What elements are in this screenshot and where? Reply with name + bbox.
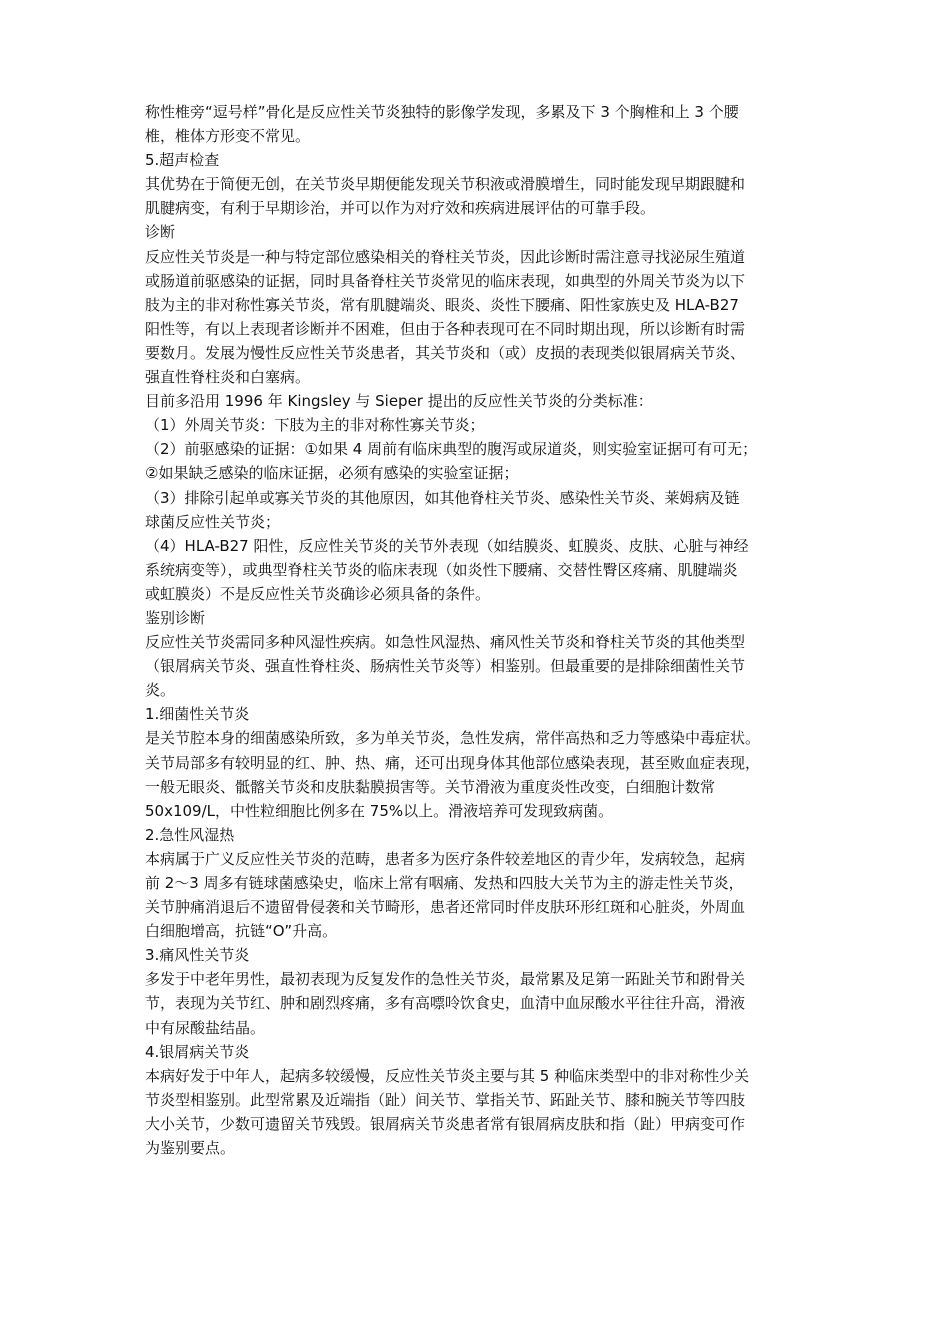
text-line-28: 关节局部多有较明显的红、肿、热、痛，还可出现身体其他部位感染表现，甚至败血症表现， xyxy=(145,753,761,772)
text-line-26: 1.细菌性关节炎 xyxy=(145,705,250,724)
text-line-16: ②如果缺乏感染的临床证据，必须有感染的实验室证据； xyxy=(145,464,519,483)
text-line-18: 球菌反应性关节炎； xyxy=(145,512,281,531)
text-line-13: 目前多沿用 1996 年 Kingsley 与 Sieper 提出的反应性关节炎的分类标准： xyxy=(145,392,653,411)
text-line-2: 椎，椎体方形变不常见。 xyxy=(145,127,311,146)
text-line-29: 一般无眼炎、骶髂关节炎和皮肤黏膜损害等。关节滑液为重度炎性改变，白细胞计数常 xyxy=(145,777,716,796)
text-line-41: 本病好发于中年人，起病多较缓慢，反应性关节炎主要与其 5 种临床类型中的非对称性少关 xyxy=(145,1066,750,1085)
text-line-25: 炎。 xyxy=(145,681,176,700)
text-line-14: （1）外周关节炎：下肢为主的非对称性寡关节炎； xyxy=(145,416,485,435)
text-line-6: 诊断 xyxy=(145,223,176,242)
text-line-20: 系统病变等），或典型脊柱关节炎的临床表现（如炎性下腰痛、交替性臀区疼痛、肌腱端炎 xyxy=(145,560,738,579)
text-line-12: 强直性脊柱炎和白塞病。 xyxy=(145,368,311,387)
text-line-7: 反应性关节炎是一种与特定部位感染相关的脊柱关节炎，因此诊断时需注意寻找泌尿生殖道 xyxy=(145,247,746,266)
text-line-9: 肢为主的非对称性寡关节炎，常有肌腱端炎、眼炎、炎性下腰痛、阳性家族史及 HLA-B27 xyxy=(145,295,739,314)
text-line-17: （3）排除引起单或寡关节炎的其他原因，如其他脊柱关节炎、感染性关节炎、莱姆病及链 xyxy=(145,488,740,507)
text-line-35: 白细胞增高，抗链“O”升高。 xyxy=(145,922,338,941)
text-line-44: 为鉴别要点。 xyxy=(145,1139,236,1158)
text-line-19: （4）HLA-B27 阳性，反应性关节炎的关节外表现（如结膜炎、虹膜炎、皮肤、心脏与神经 xyxy=(145,536,749,555)
text-line-27: 是关节腔本身的细菌感染所致，多为单关节炎，急性发病，常伴高热和乏力等感染中毒症状。 xyxy=(145,729,761,748)
text-line-23: 反应性关节炎需同多种风湿性疾病。如急性风湿热、痛风性关节炎和脊柱关节炎的其他类型 xyxy=(145,633,746,652)
text-line-36: 3.痛风性关节炎 xyxy=(145,946,250,965)
text-line-40: 4.银屑病关节炎 xyxy=(145,1042,250,1061)
text-line-3: 5.超声检查 xyxy=(145,151,220,170)
text-line-31: 2.急性风湿热 xyxy=(145,825,235,844)
text-line-10: 阳性等，有以上表现者诊断并不困难，但由于各种表现可在不同时期出现，所以诊断有时需 xyxy=(145,319,746,338)
text-line-24: （银屑病关节炎、强直性脊柱炎、肠病性关节炎等）相鉴别。但最重要的是排除细菌性关节 xyxy=(145,657,746,676)
text-line-39: 中有尿酸盐结晶。 xyxy=(145,1018,266,1037)
text-line-22: 鉴别诊断 xyxy=(145,608,206,627)
text-line-34: 关节肿痛消退后不遗留骨侵袭和关节畸形，患者还常同时伴皮肤环形红斑和心脏炎，外周血 xyxy=(145,898,746,917)
text-line-21: 或虹膜炎）不是反应性关节炎确诊必须具备的条件。 xyxy=(145,584,491,603)
text-line-8: 或肠道前驱感染的证据，同时具备脊柱关节炎常见的临床表现，如典型的外周关节炎为以下 xyxy=(145,271,746,290)
text-line-4: 其优势在于简便无创，在关节炎早期便能发现关节积液或滑膜增生，同时能发现早期跟腱和 xyxy=(145,175,746,194)
text-line-38: 节，表现为关节红、肿和剧烈疼痛，多有高嘌呤饮食史，血清中血尿酸水平往往升高，滑液 xyxy=(145,994,746,1013)
text-line-32: 本病属于广义反应性关节炎的范畴，患者多为医疗条件较差地区的青少年，发病较急，起病 xyxy=(145,849,746,868)
text-line-11: 要数月。发展为慢性反应性关节炎患者，其关节炎和（或）皮损的表现类似银屑病关节炎、 xyxy=(145,343,746,362)
text-line-33: 前 2～3 周多有链球菌感染史，临床上常有咽痛、发热和四肢大关节为主的游走性关节炎， xyxy=(145,874,744,892)
text-line-5: 肌腱病变，有利于早期诊治，并可以作为对疗效和疾病进展评估的可靠手段。 xyxy=(145,199,656,218)
document-page xyxy=(145,100,825,1160)
text-line-43: 大小关节，少数可遗留关节残毁。银屑病关节炎患者常有银屑病皮肤和指（趾）甲病变可作 xyxy=(145,1114,746,1133)
text-line-30: 50x109/L，中性粒细胞比例多在 75%以上。滑液培养可发现致病菌。 xyxy=(145,801,614,820)
text-line-1: 称性椎旁“逗号样”骨化是反应性关节炎独特的影像学发现，多累及下 3 个胸椎和上 3 个腰 xyxy=(145,103,739,121)
text-line-15: （2）前驱感染的证据：①如果 4 周前有临床典型的腹泻或尿道炎，则实验室证据可有可无； xyxy=(145,440,758,459)
text-line-42: 节炎型相鉴别。此型常累及近端指（趾）间关节、掌指关节、跖趾关节、膝和腕关节等四肢 xyxy=(145,1090,746,1109)
text-line-37: 多发于中老年男性，最初表现为反复发作的急性关节炎，最常累及足第一跖趾关节和跗骨关 xyxy=(145,970,746,989)
